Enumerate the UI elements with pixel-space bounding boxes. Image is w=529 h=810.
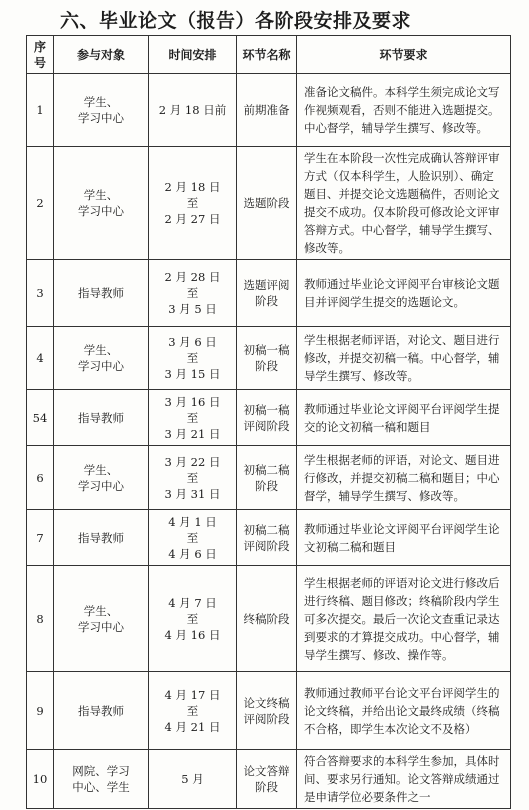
stage-cell: 初稿二稿 评阅阶段 [237,510,297,566]
stage-cell: 选题评阅 阶段 [237,260,297,327]
time-cell: 3 月 6 日 至 3 月 15 日 [149,327,237,390]
table-row [27,147,511,260]
participants-cell: 指导教师 [54,260,149,327]
stage-cell: 终稿阶段 [237,566,297,672]
seq-cell: 3 [27,260,54,327]
table-row [27,510,511,566]
stage-cell: 初稿一稿 阶段 [237,327,297,390]
participants-cell: 指导教师 [54,510,149,566]
header-time: 时间安排 [149,36,237,74]
time-cell: 4 月 1 日 至 4 月 6 日 [149,510,237,566]
stage-cell: 初稿一稿 评阅阶段 [237,390,297,446]
header-participants: 参与对象 [54,36,149,74]
table-row [27,327,511,390]
requirements-cell: 教师通过毕业论文评阅平台审核论文题目并评阅学生提交的选题论文。 [297,260,511,327]
table-row [27,446,511,510]
table-row [27,566,511,672]
time-cell: 2 月 18 日 至 2 月 27 日 [149,147,237,260]
seq-cell: 9 [27,672,54,750]
section-title: 六、毕业论文（报告）各阶段安排及要求 [60,10,412,32]
seq-cell: 7 [27,510,54,566]
participants-cell: 学生、 学习中心 [54,566,149,672]
participants-cell: 学生、 学习中心 [54,446,149,510]
time-cell: 2 月 28 日 至 3 月 5 日 [149,260,237,327]
participants-cell: 学生、 学习中心 [54,74,149,147]
requirements-cell: 准备论文稿件。本科学生须完成论文写作视频观看，否则不能进入选题提交。中心督学，辅导学生撰写、修改等。 [297,74,511,147]
stage-cell: 前期准备 [237,74,297,147]
header-row [27,36,511,74]
seq-cell: 8 [27,566,54,672]
time-cell: 3 月 16 日 至 3 月 21 日 [149,390,237,446]
table-row [27,672,511,750]
requirements-cell: 教师通过毕业论文评阅平台评阅学生提交的论文初稿一稿和题目 [297,390,511,446]
seq-cell: 6 [27,446,54,510]
requirements-cell: 学生在本阶段一次性完成确认答辩评审方式（仅本科学生，人脸识别）、确定题目、并提交论文选题稿件，否则论文提交不成功。仅本阶段可修改论文评审答辩方式。中心督学，辅导学生撰写、修改等。 [297,147,511,260]
stage-cell: 论文答辩 阶段 [237,750,297,809]
participants-cell: 学生、 学习中心 [54,147,149,260]
header-seq: 序 号 [27,36,54,74]
seq-cell: 1 [27,74,54,147]
table-row [27,74,511,147]
time-cell: 4 月 7 日 至 4 月 16 日 [149,566,237,672]
time-cell: 2 月 18 日前 [149,74,237,147]
seq-cell: 2 [27,147,54,260]
time-cell: 4 月 17 日 至 4 月 21 日 [149,672,237,750]
table-row [27,260,511,327]
participants-cell: 指导教师 [54,390,149,446]
requirements-cell: 教师通过毕业论文评阅平台评阅学生论文初稿二稿和题目 [297,510,511,566]
header-stage: 环节名称 [237,36,297,74]
requirements-cell: 教师通过教师平台论文平台评阅学生的论文终稿，并给出论文最终成绩（终稿不合格，即学生本次论文不及格） [297,672,511,750]
time-cell: 3 月 22 日 至 3 月 31 日 [149,446,237,510]
table-row [27,750,511,809]
participants-cell: 指导教师 [54,672,149,750]
table-row [27,390,511,446]
seq-cell: 10 [27,750,54,809]
header-requirements: 环节要求 [297,36,511,74]
participants-cell: 网院、学习 中心、学生 [54,750,149,809]
stage-cell: 选题阶段 [237,147,297,260]
seq-cell: 54 [27,390,54,446]
requirements-cell: 学生根据老师的评语对论文进行修改后进行终稿、题目修改；终稿阶段内学生可多次提交。最后一次论文查重记录达到要求的才算提交成功。中心督学，辅导学生撰写、修改、操作等。 [297,566,511,672]
participants-cell: 学生、 学习中心 [54,327,149,390]
seq-cell: 4 [27,327,54,390]
requirements-cell: 学生根据老师评语，对论文、题目进行修改，并提交初稿一稿。中心督学，辅导学生撰写、修改等。 [297,327,511,390]
schedule-table [26,35,511,809]
requirements-cell: 符合答辩要求的本科学生参加，具体时间、要求另行通知。论文答辩成绩通过是申请学位必要条件之一 [297,750,511,809]
requirements-cell: 学生根据老师的评语，对论文、题目进行修改，并提交初稿二稿和题目；中心督学，辅导学生撰写、修改等。 [297,446,511,510]
time-cell: 5 月 [149,750,237,809]
stage-cell: 论文终稿 评阅阶段 [237,672,297,750]
stage-cell: 初稿二稿 阶段 [237,446,297,510]
